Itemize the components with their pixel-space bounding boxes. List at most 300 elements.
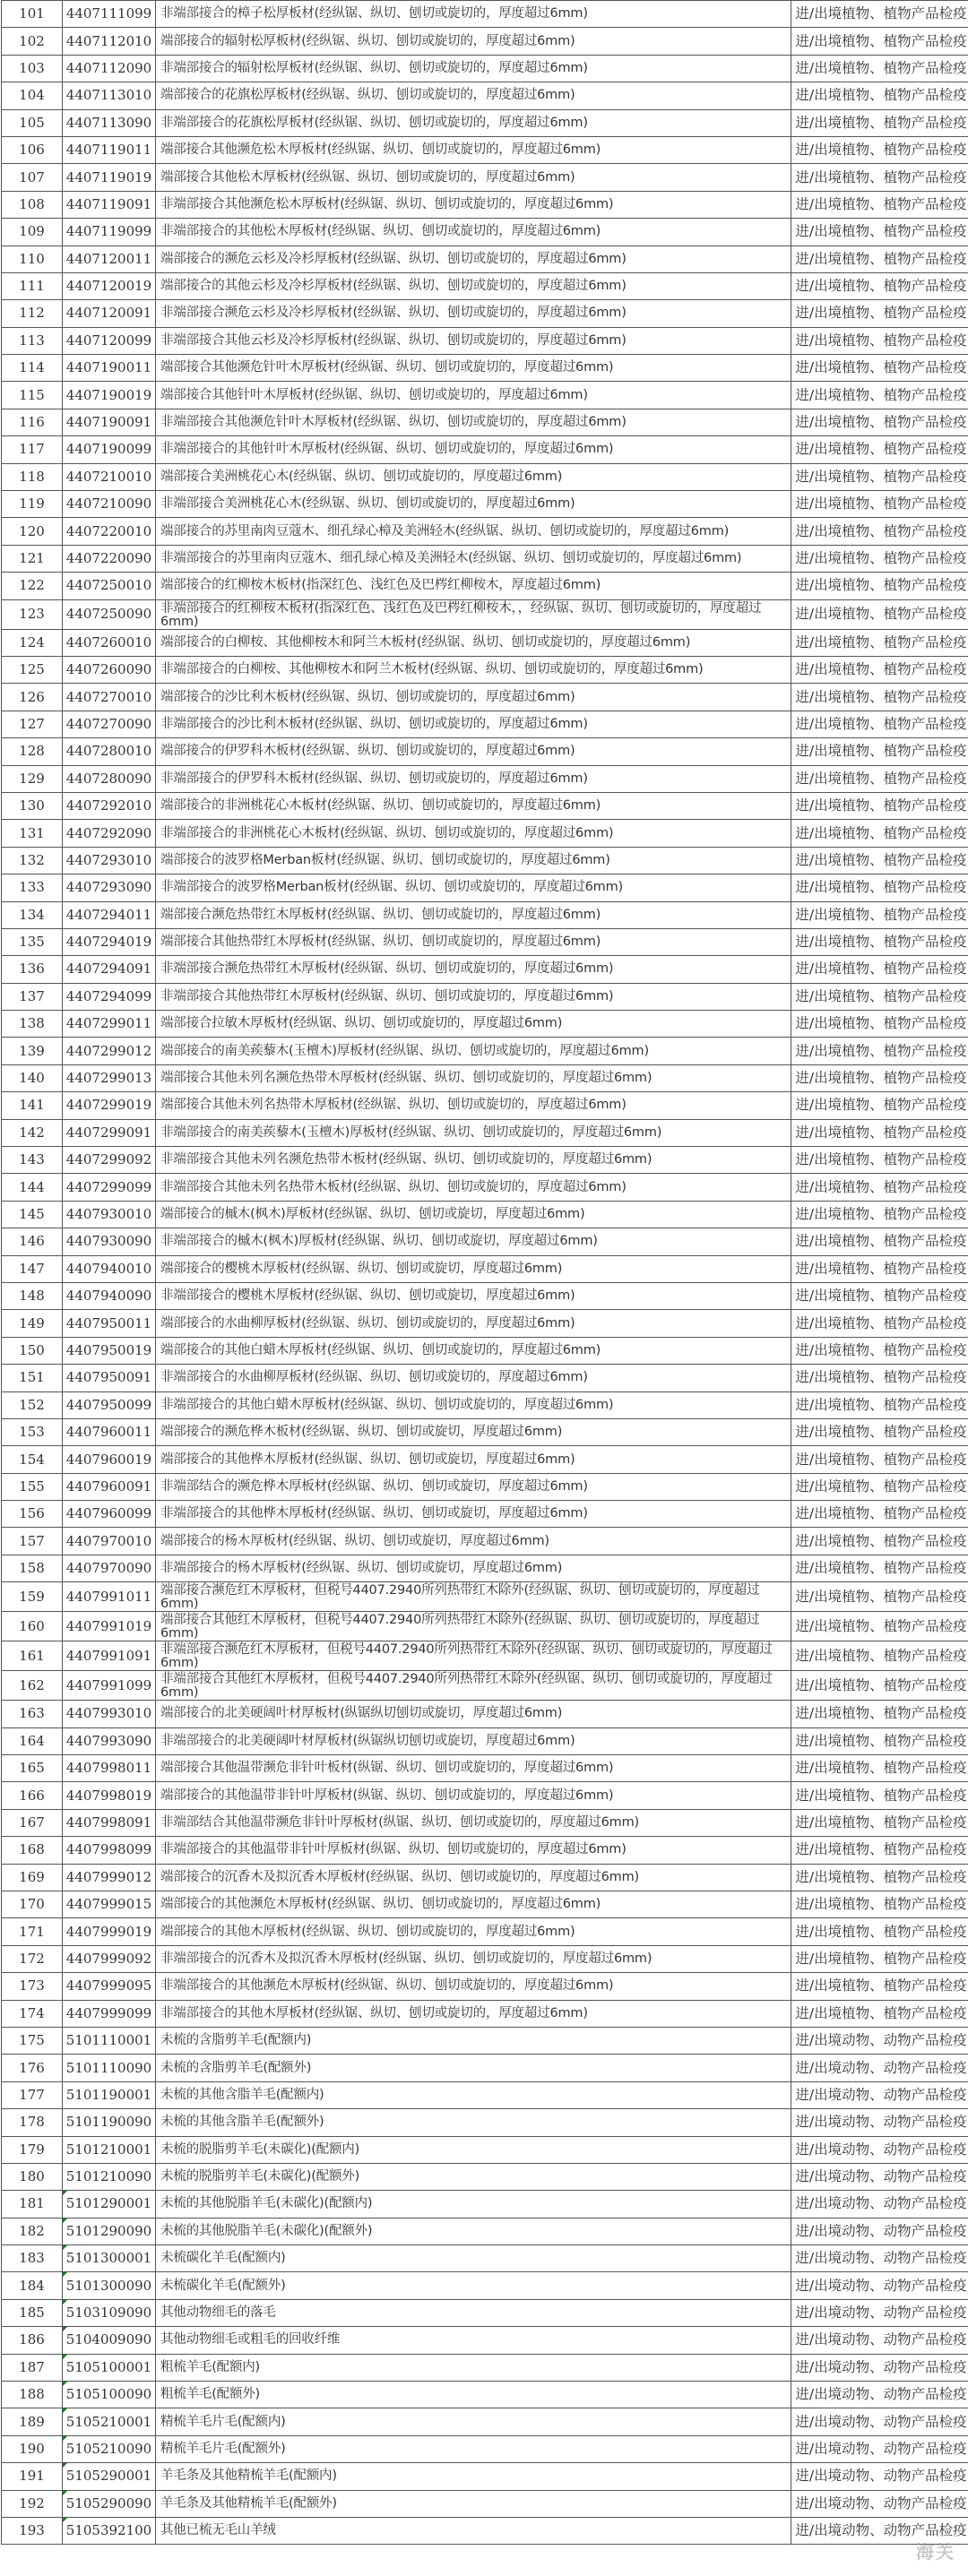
table-row — [2, 164, 968, 191]
product-description-text: 非端部接合美洲桃花心木(经纵锯、纵切、刨切或旋切的，厚度超过6mm) — [160, 496, 575, 512]
product-description — [156, 1782, 791, 1809]
product-description-text: 端部接合的其他桦木厚板材(经纵锯、纵切、刨切或旋切，厚度超过6mm) — [160, 1452, 575, 1467]
hs-code-text: 4407280090 — [65, 770, 152, 787]
hs-code-text: 4407190099 — [65, 441, 152, 458]
product-description-text: 端部接合拉敏木厚板材(经纵锯、纵切、刨切或旋切的，厚度超过6mm) — [160, 1016, 563, 1031]
product-description-text: 非端部接合其他未列名濒危热带木板材(经纵锯、纵切、刨切或旋切的，厚度超过6mm) — [160, 1152, 653, 1167]
table-row — [2, 1809, 968, 1836]
product-description-text: 非端部接合的北美硬阔叶材厚板材(纵锯纵切刨切或旋切，厚度超过6mm) — [160, 1733, 575, 1748]
hs-code-text: 4407120099 — [65, 332, 152, 349]
row-number — [2, 1365, 63, 1391]
inspection-category — [791, 355, 968, 382]
row-number — [2, 136, 63, 163]
inspection-category-text: 进/出境植物、植物产品检疫 — [795, 934, 967, 951]
inspection-category — [791, 300, 968, 327]
hs-code-text: 4407299099 — [65, 1178, 152, 1195]
hs-code-text: 4407299011 — [65, 1015, 152, 1032]
inspection-category-text: 进/出境植物、植物产品检疫 — [795, 332, 967, 349]
hs-code-text: 5101190001 — [65, 2086, 152, 2103]
inspection-category — [791, 1092, 968, 1119]
hs-code-text: 4407960011 — [65, 1424, 152, 1441]
inspection-category-text: 进/出境植物、植物产品检疫 — [795, 142, 967, 159]
row-number-text: 118 — [19, 468, 45, 485]
hs-code — [63, 1310, 156, 1337]
row-number-text: 102 — [19, 32, 45, 49]
hs-code — [63, 1473, 156, 1500]
hs-code-text: 5101110001 — [65, 2032, 152, 2049]
hs-code-text: 4407960019 — [65, 1451, 152, 1468]
row-number — [2, 1201, 63, 1228]
hs-code — [63, 1174, 156, 1201]
hs-code — [63, 2081, 156, 2108]
product-description-text: 非端部接合其他濒危针叶木厚板材(经纵锯、纵切、刨切或旋切的，厚度超过6mm) — [160, 415, 627, 430]
hs-code-text: 5101300090 — [65, 2277, 152, 2294]
inspection-category-text: 进/出境动物、动物产品检疫 — [795, 2413, 967, 2430]
inspection-category — [791, 1555, 968, 1581]
row-number — [2, 300, 63, 327]
inspection-category-text: 进/出境植物、植物产品检疫 — [795, 1732, 967, 1749]
row-number-text: 114 — [19, 359, 45, 376]
hs-code — [63, 2218, 156, 2244]
hs-code — [63, 2490, 156, 2517]
hs-code-text: 4407299019 — [65, 1097, 152, 1114]
product-description — [156, 1727, 791, 1754]
hs-code-text: 5105100001 — [65, 2358, 152, 2375]
row-number-text: 156 — [19, 1505, 45, 1522]
inspection-category-text: 进/出境植物、植物产品检疫 — [795, 1705, 967, 1722]
row-number-text: 132 — [19, 851, 45, 868]
hs-code-text: 4407120011 — [65, 250, 152, 267]
inspection-category-text: 进/出境植物、植物产品检疫 — [795, 1814, 967, 1831]
inspection-category-text: 进/出境植物、植物产品检疫 — [795, 305, 967, 322]
product-description-text: 端部接合的伊罗科木板材(经纵锯、纵切、刨切或旋切的，厚度超过6mm) — [160, 744, 575, 759]
product-description — [156, 684, 791, 711]
product-description-text: 端部接合其他濒危针叶木厚板材(经纵锯、纵切、刨切或旋切的，厚度超过6mm) — [160, 360, 614, 375]
row-number-text: 120 — [19, 522, 45, 539]
hs-code-text: 4407280010 — [65, 743, 152, 760]
row-number-text: 126 — [19, 688, 45, 705]
row-number — [2, 1918, 63, 1945]
product-description — [156, 1337, 791, 1364]
product-description-text: 非端部接合其他云杉及冷杉厚板材(经纵锯、纵切、刨切或旋切的，厚度超过6mm) — [160, 332, 627, 348]
inspection-category-text: 进/出境植物、植物产品检疫 — [795, 359, 967, 376]
product-description-text: 非端部接合的花旗松厚板材(经纵锯、纵切、刨切或旋切的，厚度超过6mm) — [160, 115, 588, 130]
row-number — [2, 2299, 63, 2326]
inspection-category — [791, 2163, 968, 2190]
table-row — [2, 1582, 968, 1612]
hs-code — [63, 382, 156, 409]
product-description — [156, 2218, 791, 2244]
hs-code — [63, 1864, 156, 1891]
product-description-text: 端部接合的非洲桃花心木板材(经纵锯、纵切、刨切或旋切的，厚度超过6mm) — [160, 798, 601, 814]
row-number — [2, 2027, 63, 2054]
row-number-text: 171 — [19, 1923, 45, 1940]
product-description-text: 非端部接合的其他桦木厚板材(经纵锯、纵切、刨切或旋切，厚度超过6mm) — [160, 1506, 588, 1521]
product-description-text: 端部接合其他热带红木厚板材(经纵锯、纵切、刨切或旋切的，厚度超过6mm) — [160, 935, 601, 950]
inspection-category-text: 进/出境植物、植物产品检疫 — [795, 1369, 967, 1386]
row-number-text: 113 — [19, 332, 45, 349]
table-row — [2, 1528, 968, 1555]
hs-code-text: 5101210090 — [65, 2168, 152, 2185]
product-description-text: 非端部接合的其他松木厚板材(经纵锯、纵切、刨切或旋切的，厚度超过6mm) — [160, 224, 601, 239]
hs-code — [63, 1418, 156, 1445]
table-row — [2, 1147, 968, 1174]
hs-code-text: 4407120091 — [65, 305, 152, 322]
hs-code-text: 4407993090 — [65, 1732, 152, 1749]
row-number — [2, 928, 63, 955]
inspection-category — [791, 2081, 968, 2108]
table-row — [2, 55, 968, 82]
product-description-text: 未梳的其他脱脂羊毛(未碳化)(配额内) — [160, 2196, 373, 2211]
product-description-text: 端部接合美洲桃花心木(经纵锯、纵切、刨切或旋切的，厚度超过6mm) — [160, 469, 563, 484]
product-description-text: 羊毛条及其他精梳羊毛(配额内) — [160, 2468, 337, 2484]
row-number — [2, 1310, 63, 1337]
row-number-text: 148 — [19, 1288, 45, 1305]
hs-code — [63, 629, 156, 656]
row-number — [2, 1864, 63, 1891]
row-number — [2, 191, 63, 218]
hs-code — [63, 1555, 156, 1581]
product-description — [156, 82, 791, 109]
inspection-category-text: 进/出境动物、动物产品检疫 — [795, 2222, 967, 2239]
row-number-text: 131 — [19, 824, 45, 841]
product-description — [156, 874, 791, 901]
row-number-text: 104 — [19, 87, 45, 104]
product-description-text: 端部接合其他未列名濒危热带木厚板材(经纵锯、纵切、刨切或旋切的，厚度超过6mm) — [160, 1071, 653, 1086]
hs-code-text: 4407190011 — [65, 359, 152, 376]
row-number-text: 128 — [19, 743, 45, 760]
hs-code-text: 4407250010 — [65, 577, 152, 594]
hs-code-text: 4407299092 — [65, 1151, 152, 1168]
hs-code — [63, 518, 156, 545]
cell-marker-icon — [63, 2191, 67, 2195]
row-number-text: 143 — [19, 1151, 45, 1168]
row-number-text: 158 — [19, 1560, 45, 1577]
hs-code-text: 4407119091 — [65, 195, 152, 212]
table-row — [2, 792, 968, 819]
hs-code — [63, 1528, 156, 1555]
product-description-text: 非端部接合的槭木(枫木)厚板材(经纵锯、纵切、刨切或旋切，厚度超过6mm) — [160, 1234, 598, 1249]
row-number — [2, 1582, 63, 1612]
hs-code — [63, 1011, 156, 1038]
inspection-category-text: 进/出境植物、植物产品检疫 — [795, 441, 967, 458]
product-description — [156, 956, 791, 983]
hs-code — [63, 928, 156, 955]
product-description — [156, 1501, 791, 1528]
hs-code — [63, 491, 156, 518]
row-number — [2, 2218, 63, 2244]
table-row — [2, 2408, 968, 2435]
table-row — [2, 246, 968, 272]
product-description — [156, 711, 791, 737]
hs-code-text: 4407998019 — [65, 1787, 152, 1804]
row-number — [2, 109, 63, 136]
row-number-text: 186 — [19, 2331, 45, 2348]
hs-code — [63, 1391, 156, 1418]
table-row — [2, 711, 968, 737]
row-number — [2, 1119, 63, 1146]
hs-code-text: 4407119099 — [65, 223, 152, 240]
table-row — [2, 1755, 968, 1782]
table-row — [2, 2163, 968, 2190]
table-row — [2, 1092, 968, 1119]
inspection-category — [791, 1011, 968, 1038]
hs-code-text: 4407970010 — [65, 1532, 152, 1549]
hs-code — [63, 55, 156, 82]
product-description-text: 非端部接合的辐射松厚板材(经纵锯、纵切、刨切或旋切的，厚度超过6mm) — [160, 60, 588, 75]
row-number — [2, 1064, 63, 1091]
inspection-category — [791, 28, 968, 55]
inspection-category — [791, 272, 968, 299]
hs-code — [63, 1701, 156, 1727]
product-description-text: 非端部接合的其他濒危木厚板材(经纵锯、纵切、刨切或旋切的，厚度超过6mm) — [160, 1978, 614, 1994]
hs-code — [63, 820, 156, 847]
inspection-category-text: 进/出境动物、动物产品检疫 — [795, 2468, 967, 2485]
table-row — [2, 300, 968, 327]
inspection-category — [791, 1174, 968, 1201]
row-number — [2, 382, 63, 409]
cell-marker-icon — [63, 2436, 67, 2441]
row-number — [2, 2327, 63, 2354]
hs-code-text: 4407260090 — [65, 661, 152, 678]
table-row — [2, 1918, 968, 1945]
hs-code — [63, 2055, 156, 2081]
inspection-category — [791, 1418, 968, 1445]
product-description-text: 端部接合其他松木厚板材(经纵锯、纵切、刨切或旋切的，厚度超过6mm) — [160, 169, 575, 185]
hs-code-text: 4407940090 — [65, 1288, 152, 1305]
inspection-category-text: 进/出境植物、植物产品检疫 — [795, 824, 967, 841]
product-description-text: 非端部接合其他热带红木厚板材(经纵锯、纵切、刨切或旋切的，厚度超过6mm) — [160, 988, 614, 1004]
row-number-text: 192 — [19, 2494, 45, 2511]
inspection-category — [791, 656, 968, 683]
inspection-category — [791, 1038, 968, 1064]
row-number-text: 108 — [19, 195, 45, 212]
row-number — [2, 629, 63, 656]
inspection-category — [791, 928, 968, 955]
product-description — [156, 1446, 791, 1473]
hs-code-text: 4407294011 — [65, 906, 152, 923]
product-description — [156, 272, 791, 299]
table-row — [2, 2463, 968, 2490]
hs-code-text: 5105392100 — [65, 2522, 152, 2539]
row-number — [2, 983, 63, 1010]
product-description — [156, 1038, 791, 1064]
hs-code — [63, 684, 156, 711]
inspection-category — [791, 820, 968, 847]
inspection-category — [791, 219, 968, 246]
table-row — [2, 2081, 968, 2108]
cell-marker-icon — [63, 2245, 67, 2250]
product-description — [156, 409, 791, 435]
product-description — [156, 327, 791, 354]
inspection-category — [791, 327, 968, 354]
row-number-text: 165 — [19, 1760, 45, 1777]
hs-code — [63, 1641, 156, 1671]
hs-code — [63, 28, 156, 55]
hs-code — [63, 1809, 156, 1836]
product-description — [156, 765, 791, 792]
table-row — [2, 1837, 968, 1864]
cell-marker-icon — [63, 2463, 67, 2468]
hs-code — [63, 1727, 156, 1754]
hs-code — [63, 901, 156, 928]
row-number-text: 150 — [19, 1341, 45, 1358]
hs-code — [63, 1973, 156, 2000]
product-description — [156, 1755, 791, 1782]
table-row — [2, 1365, 968, 1391]
product-description — [156, 1282, 791, 1309]
inspection-category-text: 进/出境植物、植物产品检疫 — [795, 797, 967, 814]
row-number — [2, 1809, 63, 1836]
cell-marker-icon — [63, 2218, 67, 2223]
row-number — [2, 2245, 63, 2272]
inspection-category — [791, 1255, 968, 1282]
row-number-text: 115 — [19, 386, 45, 403]
product-description-text: 非端部接合的樟子松厚板材(经纵锯、纵切、刨切或旋切的，厚度超过6mm) — [160, 6, 588, 22]
hs-code-text: 5101290001 — [65, 2195, 152, 2212]
row-number — [2, 599, 63, 629]
product-description-text: 端部接合的北美硬阔叶材厚板材(纵锯纵切刨切或旋切，厚度超过6mm) — [160, 1706, 563, 1721]
table-row — [2, 599, 968, 629]
inspection-category-text: 进/出境植物、植物产品检疫 — [795, 1560, 967, 1577]
inspection-category — [791, 901, 968, 928]
hs-code — [63, 164, 156, 191]
row-number — [2, 28, 63, 55]
product-description-text: 未梳碳化羊毛(配额内) — [160, 2251, 286, 2266]
product-description — [156, 2081, 791, 2108]
row-number — [2, 1473, 63, 1500]
hs-code — [63, 463, 156, 490]
row-number-text: 110 — [19, 250, 45, 267]
hs-code — [63, 1255, 156, 1282]
inspection-category-text: 进/出境植物、植物产品检疫 — [795, 606, 967, 623]
hs-code — [63, 2191, 156, 2218]
product-description-text: 端部接合的濒危桦木板材(经纵锯、纵切、刨切或旋切，厚度超过6mm) — [160, 1425, 563, 1440]
inspection-category-text: 进/出境植物、植物产品检疫 — [795, 495, 967, 513]
product-description — [156, 656, 791, 683]
table-row — [2, 2109, 968, 2136]
table-row — [2, 2218, 968, 2244]
product-description-text: 端部接合的花旗松厚板材(经纵锯、纵切、刨切或旋切的，厚度超过6mm) — [160, 88, 575, 103]
inspection-category-text: 进/出境动物、动物产品检疫 — [795, 2331, 967, 2348]
hs-code-text: 4407299013 — [65, 1070, 152, 1087]
inspection-category-text: 进/出境动物、动物产品检疫 — [795, 2305, 967, 2322]
hs-code — [63, 656, 156, 683]
row-number-text: 111 — [19, 278, 45, 295]
inspection-category — [791, 518, 968, 545]
row-number-text: 163 — [19, 1705, 45, 1722]
product-description-text: 端部接合的其他木厚板材(经纵锯、纵切、刨切或旋切的，厚度超过6mm) — [160, 1924, 575, 1939]
row-number — [2, 1174, 63, 1201]
row-number — [2, 2136, 63, 2163]
inspection-category-text: 进/出境植物、植物产品检疫 — [795, 688, 967, 705]
hs-code-text: 4407998099 — [65, 1841, 152, 1858]
product-description — [156, 518, 791, 545]
inspection-category-text: 进/出境植物、植物产品检疫 — [795, 114, 967, 131]
product-description — [156, 1701, 791, 1727]
inspection-category-text: 进/出境植物、植物产品检疫 — [795, 715, 967, 732]
inspection-category-text: 进/出境植物、植物产品检疫 — [795, 1676, 967, 1693]
product-description — [156, 382, 791, 409]
inspection-category-text: 进/出境植物、植物产品检疫 — [795, 87, 967, 104]
hs-code-text: 4407993010 — [65, 1705, 152, 1722]
hs-code — [63, 847, 156, 874]
inspection-category-text: 进/出境植物、植物产品检疫 — [795, 1787, 967, 1804]
table-row — [2, 656, 968, 683]
product-description-text: 端部接合的白柳桉、其他柳桉木和阿兰木板材(经纵锯、纵切、刨切或旋切的，厚度超过6mm) — [160, 634, 691, 650]
product-description-text: 端部接合其他红木厚板材，但税号4407.2940所列热带红木除外(经纵锯、纵切、刨切或旋切的，厚度超过6mm) — [160, 1613, 760, 1641]
product-description — [156, 1255, 791, 1282]
table-row — [2, 2272, 968, 2299]
row-number-text: 144 — [19, 1178, 45, 1195]
row-number — [2, 2382, 63, 2408]
row-number — [2, 820, 63, 847]
hs-code — [63, 272, 156, 299]
table-row — [2, 219, 968, 246]
table-row — [2, 28, 968, 55]
inspection-category — [791, 2109, 968, 2136]
row-number-text: 193 — [19, 2522, 45, 2539]
row-number-text: 185 — [19, 2305, 45, 2322]
row-number-text: 188 — [19, 2386, 45, 2403]
hs-code-text: 4407970090 — [65, 1560, 152, 1577]
table-row — [2, 1228, 968, 1255]
hs-code — [63, 1671, 156, 1701]
product-description-text: 非端部接合其他红木厚板材，但税号4407.2940所列热带红木除外(经纵锯、纵切、刨切或旋切的，厚度超过6mm) — [160, 1672, 773, 1701]
product-description — [156, 1918, 791, 1945]
row-number-text: 116 — [19, 414, 45, 431]
row-number — [2, 1528, 63, 1555]
table-row — [2, 1612, 968, 1641]
inspection-category — [791, 1201, 968, 1228]
inspection-category-text: 进/出境植物、植物产品检疫 — [795, 851, 967, 868]
hs-code-text: 4407113010 — [65, 87, 152, 104]
row-number — [2, 2191, 63, 2218]
product-description — [156, 28, 791, 55]
cell-marker-icon — [63, 2300, 67, 2305]
product-description — [156, 1310, 791, 1337]
product-description-text: 未梳的含脂剪羊毛(配额内) — [160, 2033, 312, 2048]
inspection-category-text: 进/出境植物、植物产品检疫 — [795, 522, 967, 539]
hs-code — [63, 136, 156, 163]
product-description — [156, 1837, 791, 1864]
table-row — [2, 1064, 968, 1091]
product-description-text: 非端部接合其他未列名热带木板材(经纵锯、纵切、刨切或旋切的，厚度超过6mm) — [160, 1179, 627, 1194]
row-number — [2, 656, 63, 683]
product-description-text: 端部接合的波罗格Merban板材(经纵锯、纵切、刨切或旋切的，厚度超过6mm) — [160, 852, 610, 867]
hs-code — [63, 545, 156, 572]
product-description-text: 非端部接合其他濒危松木厚板材(经纵锯、纵切、刨切或旋切的，厚度超过6mm) — [160, 196, 614, 211]
hs-code-text: 4407292090 — [65, 824, 152, 841]
hs-code — [63, 1612, 156, 1641]
product-description — [156, 355, 791, 382]
row-number — [2, 956, 63, 983]
table-row — [2, 1671, 968, 1701]
inspection-category — [791, 2055, 968, 2081]
row-number-text: 187 — [19, 2358, 45, 2375]
product-description-text: 非端部接合的樱桃木厚板材(经纵锯、纵切、刨切或旋切，厚度超过6mm) — [160, 1288, 575, 1304]
inspection-category — [791, 2435, 968, 2462]
product-description — [156, 1174, 791, 1201]
inspection-category-text: 进/出境植物、植物产品检疫 — [795, 1760, 967, 1777]
product-description — [156, 219, 791, 246]
hs-code-text: 4407260010 — [65, 633, 152, 650]
inspection-category-text: 进/出境植物、植物产品检疫 — [795, 1341, 967, 1358]
hs-code — [63, 2163, 156, 2190]
product-description-text: 端部接合的杨木厚板材(经纵锯、纵切、刨切或旋切，厚度超过6mm) — [160, 1533, 549, 1548]
product-description — [156, 164, 791, 191]
product-description-text: 端部接合的南美蒺藜木(玉檀木)厚板材(经纵锯、纵切、刨切或旋切的，厚度超过6mm) — [160, 1043, 649, 1058]
